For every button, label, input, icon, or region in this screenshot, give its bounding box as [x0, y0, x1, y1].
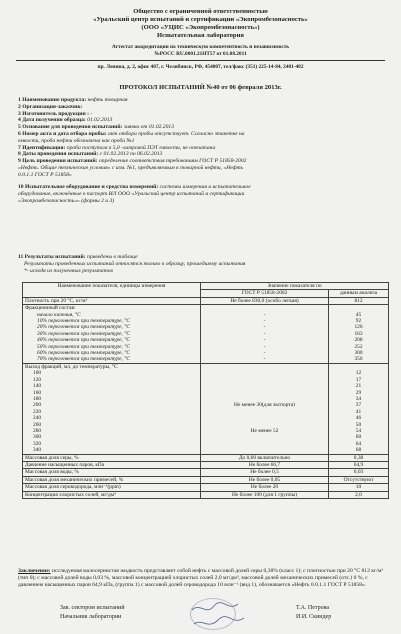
yield-temp: 220 [23, 409, 201, 415]
lab-name: Испытательная лаборатория [157, 32, 244, 39]
conclusion [18, 568, 390, 589]
conclusion-text: исследуемая малосернистая жидкость представляет собой нефть с массовой долей серы 0,38% (класс 1); с плотностью при 20 °С 812 кг/м³ (тип 0); с массовой долей воды 0,03 %, массовой концентрацией хлористых солей 2,0 мг/дм³, массовой долей механических примесей (отс.) 0 %, с давлением насыщенных паров 64,9 кПа, (группа 1) с массовой долей сероводорода 10 млн⁻¹ (вид 1), обозначается «Нефть 0.0.1.1 ГОСТ Р 51858». [18, 568, 384, 588]
signer2-name: И.И. Скиндер [296, 614, 332, 620]
table-row [23, 447, 389, 454]
table-row [23, 454, 389, 461]
results-item [18, 254, 390, 274]
org-name-line2: «Уральский центр испытаний и сертификации «Экопромбезопасность» [93, 16, 308, 23]
row-value: Отсутствуют [329, 476, 389, 483]
yield-temp: 340 [23, 447, 201, 454]
row-name: Массовая доля сероводорода, млн⁻¹(ppm) [23, 484, 201, 491]
item-row [18, 138, 390, 145]
item-label: 6 Номер акта и дата отбора пробы: [18, 130, 107, 137]
fraction-title: Фракционный состав: [23, 305, 201, 312]
row-name: Концентрация хлористых солей, мг/дм³ [23, 491, 201, 498]
fraction-value: 126 [329, 324, 389, 330]
item-row [18, 158, 390, 165]
yield-value: 68 [329, 447, 389, 454]
table-row [23, 363, 389, 370]
fraction-value: 163 [329, 331, 389, 337]
protocol-title: ПРОТОКОЛ ИСПЫТАНИЙ №40 от 06 февраля 2013г. [119, 84, 282, 91]
yield-value: 60 [329, 434, 389, 440]
header-indicator: Наименование показателя, единицы измерения [23, 283, 201, 298]
fraction-value: 45 [329, 312, 389, 318]
table-header-row [23, 283, 389, 290]
item-label: 1 Наименование продукта: [18, 97, 87, 103]
yield-gost-min: Не менее 52 [201, 428, 329, 434]
accreditation-line1: Аттестат аккредитации на техническую компетентность и независимость [111, 44, 290, 50]
item-value: 01.02.2013 [87, 117, 113, 124]
row-gost: Не более 0,05 [201, 476, 329, 483]
yield-temp: 300 [23, 434, 201, 440]
item-row [18, 165, 390, 172]
table-row [23, 491, 389, 498]
table-row [23, 484, 389, 491]
item-row [18, 124, 390, 131]
signer1-name: Т.А. Петрова [296, 605, 330, 611]
fraction-gost: - [201, 331, 329, 337]
lab-address: пр. Ленина, д. 2, офис 407, г. Челябинск, РФ, 454007, тел/факс (351) 225-14-84, 2481-482 [97, 64, 304, 70]
fraction-name: начало кипения, °С [23, 312, 201, 318]
yield-temp: 140 [23, 383, 201, 389]
item-label: 11 Результаты испытаний: [18, 254, 86, 260]
yield-title: Выход фракций, мл, до температуры, °С [23, 363, 201, 370]
fraction-gost: - [201, 344, 329, 350]
results-table [22, 282, 389, 499]
item-row [18, 104, 390, 111]
item-value: «Нефть. Общие технические условия» с изм. №1, предъявляемым к товарной нефти, «Нефть [18, 164, 244, 171]
fraction-value: 300 [329, 350, 389, 356]
fraction-gost: - [201, 318, 329, 324]
row-name: Давление насыщенных паров, кПа [23, 461, 201, 468]
yield-value: 29 [329, 390, 389, 396]
row-gost: Не более 100 (для 1 группы) [201, 491, 329, 498]
row-gost: Не более 0,5 [201, 469, 329, 476]
signer1-role: Зав. сектором испытаний [60, 605, 125, 611]
row-value: 2,0 [329, 491, 389, 498]
item-label: 3 Изготовитель продукции : [18, 110, 89, 117]
conclusion-label: Заключение: [18, 568, 51, 574]
item-value: приведены в таблице [87, 254, 138, 260]
item-row [18, 97, 390, 104]
accreditation-line2: №РОСС RU.0001.21НТ57 от 01.08.2011 [154, 51, 247, 57]
item-value: - [90, 110, 93, 117]
item-value: емкости, проба нефти обозначена как проба №1 [18, 137, 135, 144]
yield-value: 17 [329, 377, 389, 383]
fraction-gost: - [201, 350, 329, 356]
item-label: 10 Испытательное оборудование и средства измерений: [18, 184, 159, 190]
item-value: с 01.02.2013 по 06.02.2013 [99, 151, 163, 158]
row-name: Массовая доля механических примесей, % [23, 476, 201, 483]
item-value: акт отбора пробы отсутствует. Согласно этикетке на [108, 130, 245, 137]
yield-value: 41 [329, 409, 389, 415]
item-label: 5 Основание для проведения испытаний: [18, 124, 123, 131]
yield-value: 21 [329, 383, 389, 389]
item-value: 0.0.1.1 ГОСТ Р 51858» [18, 171, 72, 178]
org-name-line1: Общество с ограниченной ответственностью [133, 8, 268, 15]
yield-temp: 240 [23, 415, 201, 421]
fraction-gost: - [201, 312, 329, 318]
signer2-role: Начальник лаборатории [60, 614, 122, 620]
row-gost: Не более 20 [201, 484, 329, 491]
row-gost: До 0,60 включительно [201, 454, 329, 461]
yield-temp: 280 [23, 428, 201, 434]
results-footnote: *- исходя из полученных результатов [24, 267, 113, 274]
yield-temp: 160 [23, 390, 201, 396]
header-divider [16, 60, 385, 61]
yield-temp: 100 [23, 370, 201, 376]
density-gost: Не более 830,0 (особо легкая) [201, 297, 329, 304]
item-label: 4 Дата получения образца: [18, 117, 86, 124]
fraction-gost: - [201, 337, 329, 343]
item-value: «Экопромбезопасность»» (формы 2 и 3) [18, 197, 115, 204]
item-value: определение соответствия требованиям ГОСТ Р 51858-2002 [98, 158, 247, 165]
org-name-line3: (ООО «УЦИС «Экопромбезопасность») [141, 24, 260, 31]
table-row [23, 297, 389, 304]
fraction-value: 92 [329, 318, 389, 324]
fraction-name: 60% перегоняется при температуре, °С [23, 350, 201, 356]
yield-temp: 180 [23, 396, 201, 402]
item-value: заявка от 01.02.2013 [123, 124, 174, 131]
fraction-name: 30% перегоняется при температуре, °С [23, 331, 201, 337]
results-note: Результаты проведенных испытаний относятся только к образцу, прошедшему испытания [24, 260, 246, 267]
row-value: 10 [329, 484, 389, 491]
table-row [23, 356, 389, 363]
table-row [23, 305, 389, 312]
equipment-item [18, 184, 390, 204]
density-name: Плотность при 20 °С, кг/м³ [23, 297, 201, 304]
yield-temp: 120 [23, 377, 201, 383]
yield-temp: 200 [23, 402, 201, 408]
table-row [23, 461, 389, 468]
item-value: нефть товарная [87, 97, 128, 103]
item-value: проба поступила в 5,0 -литровой ПЭТ емкости, не опечатана [66, 144, 216, 151]
fraction-name: 40% перегоняется при температуре, °С [23, 337, 201, 343]
fraction-value: 356 [329, 356, 389, 363]
fraction-name: 20% перегоняется при температуре, °С [23, 324, 201, 330]
item-label: 7 Идентификация: [18, 144, 66, 151]
item-value: системы измерения и испытательное [159, 184, 251, 190]
yield-value: 46 [329, 415, 389, 421]
row-value: 0,38 [329, 454, 389, 461]
table-row [23, 476, 389, 483]
yield-value: 64 [329, 441, 389, 447]
yield-gost-export: Не менее 30(для экспорта) [201, 402, 329, 408]
yield-value: 12 [329, 370, 389, 376]
row-name: Массовая доля воды, % [23, 469, 201, 476]
fraction-gost: - [201, 324, 329, 330]
item-row [18, 131, 390, 138]
yield-temp: 260 [23, 422, 201, 428]
fraction-value: 208 [329, 337, 389, 343]
header-analysis: данным анализа [329, 290, 389, 297]
yield-value: 50 [329, 422, 389, 428]
yield-temp: 320 [23, 441, 201, 447]
item-label: 8 Даты проведения испытаний: [18, 151, 99, 158]
yield-value: 37 [329, 402, 389, 408]
signature-scribble [188, 600, 248, 632]
item-label: 9 Цель проведения испытаний: [18, 158, 98, 165]
item-label: 2 Организация-заказчик: [18, 103, 83, 110]
header-value: Значение показателя по [201, 283, 389, 290]
fraction-name: 50% перегоняется при температуре, °С [23, 344, 201, 350]
fraction-value: 252 [329, 344, 389, 350]
row-name: Массовая доля серы, % [23, 454, 201, 461]
yield-value: 34 [329, 396, 389, 402]
yield-value: 54 [329, 428, 389, 434]
header-gost: ГОСТ Р 51858-2002 [201, 290, 329, 297]
row-gost: Не более 66,7 [201, 461, 329, 468]
item-row [18, 172, 390, 179]
table-row [23, 469, 389, 476]
fraction-name: 70% перегоняется при температуре, °С [23, 356, 201, 363]
row-value: 64,9 [329, 461, 389, 468]
density-value: 812 [329, 297, 389, 304]
protocol-items [18, 97, 390, 179]
fraction-gost: - [201, 356, 329, 363]
fraction-name: 10% перегоняется при температуре, °С [23, 318, 201, 324]
row-value: 0,03 [329, 469, 389, 476]
item-value: оборудование, включённые в паспорт ИЛ ООО «Уральский центр испытаний и сертификации [18, 190, 245, 197]
